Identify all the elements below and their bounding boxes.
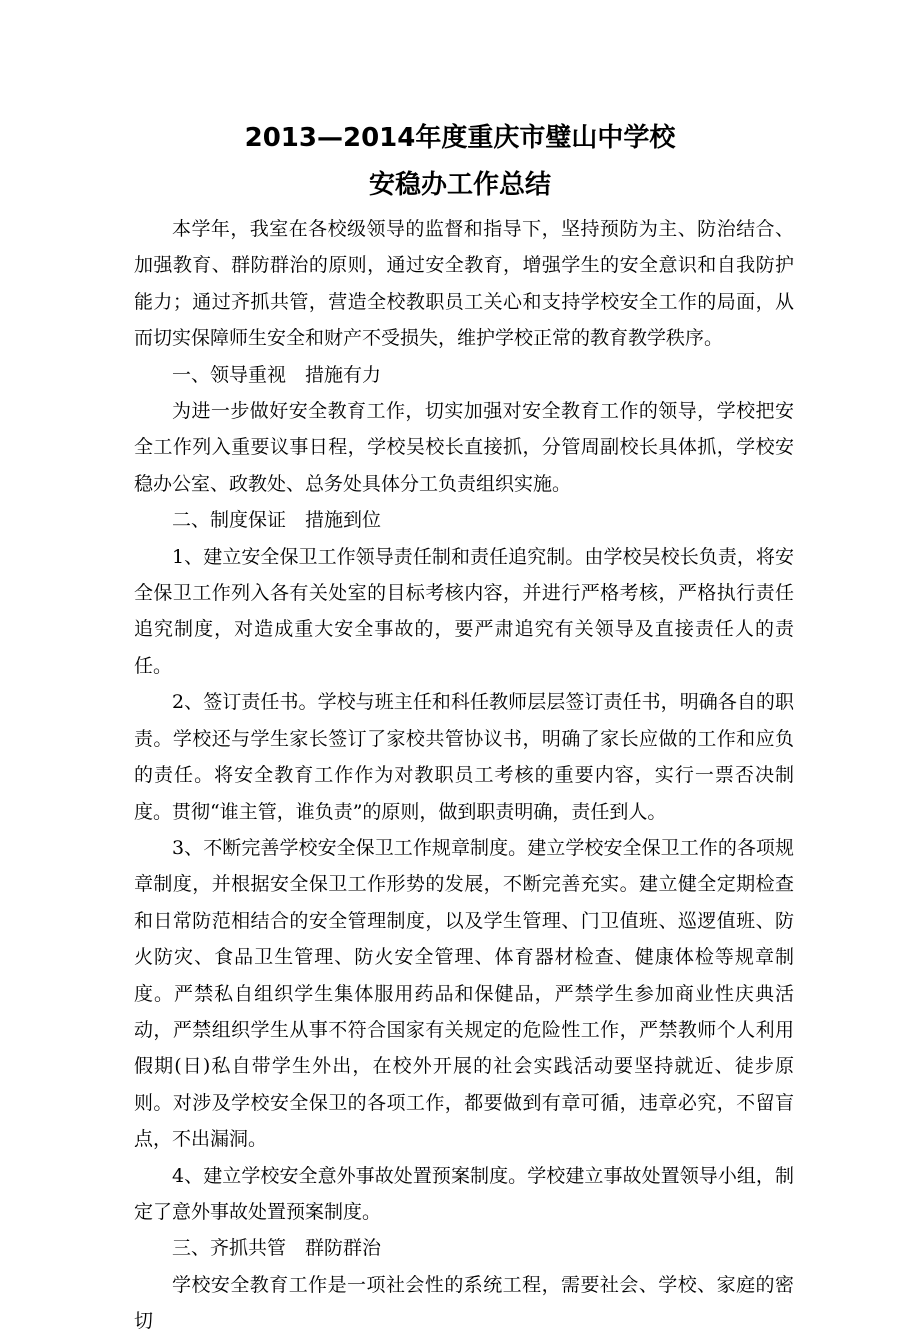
section-2-item-1: 1、建立安全保卫工作领导责任制和责任追究制。由学校吴校长负责，将安全保卫工作列入各有关处室的目标考核内容，并进行严格考核，严格执行责任追究制度，对造成重大安全事故的，要严肃追究有关领导及直接责任人的责任。: [134, 545, 794, 677]
section-heading-2: 二、制度保证 措施到位: [172, 509, 382, 532]
section-3-paragraph: 学校安全教育工作是一项社会性的系统工程，需要社会、学校、家庭的密切: [134, 1273, 794, 1333]
document-title-line-2: 安稳办工作总结: [368, 170, 551, 200]
intro-paragraph: 本学年，我室在各校级领导的监督和指导下，坚持预防为主、防治结合、加强教育、群防群治的原则，通过安全教育，增强学生的安全意识和自我防护能力；通过齐抓共管，营造全校教职员工关心和支持学校安全工作的局面，从而切实保障师生安全和财产不受损失，维护学校正常的教育教学秩序。: [134, 218, 794, 350]
section-1-paragraph: 为进一步做好安全教育工作，切实加强对安全教育工作的领导，学校把安全工作列入重要议事日程，学校吴校长直接抓，分管周副校长具体抓，学校安稳办公室、政教处、总务处具体分工负责组织实施。: [134, 400, 794, 495]
section-2-item-4: 4、建立学校安全意外事故处置预案制度。学校建立事故处置领导小组，制定了意外事故处置预案制度。: [134, 1164, 794, 1223]
section-heading-3: 三、齐抓共管 群防群治: [172, 1237, 382, 1260]
document-title-line-1: 2013—2014年度重庆市璧山中学校: [244, 123, 676, 153]
document-body: [134, 211, 794, 1340]
section-2-item-3: 3、不断完善学校安全保卫工作规章制度。建立学校安全保卫工作的各项规章制度，并根据安全保卫工作形势的发展，不断完善充实。建立健全定期检查和日常防范相结合的安全管理制度，以及学生管理、门卫值班、巡逻值班、防火防灾、食品卫生管理、防火安全管理、体育器材检查、健康体检等规章制度。严禁私自组织学生集体服用药品和保健品，严禁学生参加商业性庆典活动，严禁组织学生从事不符合国家有关规定的危险性工作，严禁教师个人利用假期(日)私自带学生外出，在校外开展的社会实践活动要坚持就近、徒步原则。对涉及学校安全保卫的各项工作，都要做到有章可循，违章必究，不留盲点，不出漏洞。: [134, 836, 794, 1151]
section-2-item-2: 2、签订责任书。学校与班主任和科任教师层层签订责任书，明确各自的职责。学校还与学生家长签订了家校共管协议书，明确了家长应做的工作和应负的责任。将安全教育工作作为对教职员工考核的重要内容，实行一票否决制度。贯彻“谁主管，谁负责”的原则，做到职责明确，责任到人。: [134, 691, 794, 823]
section-heading-1: 一、领导重视 措施有力: [172, 363, 382, 386]
